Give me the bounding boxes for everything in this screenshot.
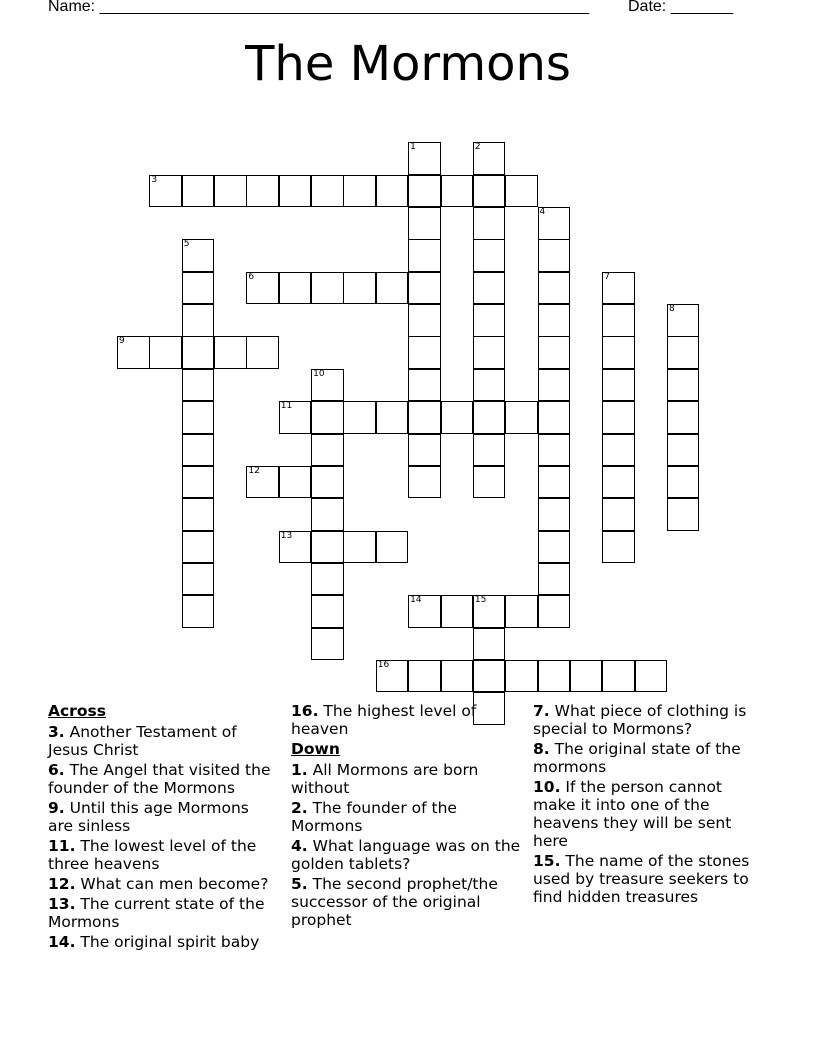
grid-cell[interactable] — [182, 531, 215, 564]
clue — [291, 761, 526, 797]
grid-cell[interactable] — [473, 369, 506, 402]
clue-number: 2 — [474, 142, 481, 153]
grid-cell[interactable] — [667, 434, 700, 467]
grid-cell[interactable] — [602, 660, 635, 693]
grid-cell[interactable] — [538, 434, 571, 467]
grid-cell[interactable] — [376, 401, 409, 434]
grid-cell[interactable] — [602, 304, 635, 337]
grid-cell[interactable] — [311, 595, 344, 628]
clue-text: The Angel that visited the founder of the Mormons — [48, 761, 271, 797]
grid-cell[interactable] — [117, 336, 150, 369]
grid-cell[interactable] — [408, 466, 441, 499]
grid-cell[interactable] — [441, 595, 474, 628]
grid-cell[interactable] — [182, 563, 215, 596]
grid-cell[interactable] — [343, 401, 376, 434]
clue-text: The highest level of heaven — [291, 702, 477, 738]
grid-cell[interactable] — [667, 304, 700, 337]
grid-cell[interactable] — [602, 401, 635, 434]
grid-cell[interactable] — [343, 175, 376, 208]
grid-cell[interactable] — [505, 175, 538, 208]
grid-cell[interactable] — [408, 595, 441, 628]
grid-cell[interactable] — [311, 369, 344, 402]
clue — [48, 875, 278, 893]
grid-cell[interactable] — [182, 175, 215, 208]
clue-text: What piece of clothing is special to Mormons? — [533, 702, 747, 738]
clue-num: 15. — [533, 852, 561, 870]
clue — [533, 702, 763, 738]
clue-text: Another Testament of Jesus Christ — [48, 723, 237, 759]
grid-cell[interactable] — [538, 595, 571, 628]
clue-number: 14 — [410, 595, 422, 606]
clue-number: 3 — [151, 174, 158, 185]
grid-cell[interactable] — [246, 466, 279, 499]
clue-text: If the person cannot make it into one of the heavens they will be sent here — [533, 778, 732, 850]
grid-cell[interactable] — [182, 336, 215, 369]
grid-cell[interactable] — [311, 563, 344, 596]
grid-cell[interactable] — [182, 434, 215, 467]
grid-cell[interactable] — [279, 466, 312, 499]
grid-cell[interactable] — [408, 401, 441, 434]
grid-cell[interactable] — [182, 401, 215, 434]
grid-cell[interactable] — [182, 466, 215, 499]
grid-cell[interactable] — [182, 272, 215, 305]
clue-num: 9. — [48, 799, 65, 817]
grid-cell[interactable] — [473, 175, 506, 208]
grid-cell[interactable] — [441, 175, 474, 208]
grid-cell[interactable] — [538, 336, 571, 369]
clue — [48, 799, 278, 835]
clue-num: 7. — [533, 702, 550, 720]
clue-number: 15 — [474, 595, 487, 606]
grid-cell[interactable] — [473, 466, 506, 499]
grid-cell[interactable] — [214, 336, 247, 369]
grid-cell[interactable] — [473, 272, 506, 305]
clue-number: 6 — [248, 271, 255, 282]
grid-cell[interactable] — [408, 369, 441, 402]
grid-cell[interactable] — [441, 401, 474, 434]
grid-cell[interactable] — [473, 336, 506, 369]
clues-column-2 — [291, 702, 526, 931]
date-field-label: Date: _______ — [628, 0, 733, 15]
clue — [48, 895, 278, 931]
grid-cell[interactable] — [602, 434, 635, 467]
clue-number: 5 — [183, 239, 190, 250]
grid-cell[interactable] — [473, 142, 506, 175]
grid-cell[interactable] — [343, 272, 376, 305]
clue — [533, 740, 763, 776]
grid-cell[interactable] — [602, 531, 635, 564]
grid-cell[interactable] — [182, 369, 215, 402]
grid-cell[interactable] — [538, 466, 571, 499]
grid-cell[interactable] — [473, 401, 506, 434]
grid-cell[interactable] — [182, 498, 215, 531]
clue-num: 11. — [48, 837, 76, 855]
name-field-label: Name: _______________________________________________________ — [48, 0, 589, 15]
grid-cell[interactable] — [473, 304, 506, 337]
grid-cell[interactable] — [408, 142, 441, 175]
clue-number: 12 — [248, 465, 260, 476]
grid-cell[interactable] — [408, 207, 441, 240]
grid-cell[interactable] — [473, 595, 506, 628]
grid-cell[interactable] — [538, 207, 571, 240]
down-clue-list — [291, 761, 526, 929]
clue-text: What can men become? — [75, 875, 269, 893]
grid-cell[interactable] — [311, 401, 344, 434]
grid-cell[interactable] — [667, 369, 700, 402]
clue-num: 14. — [48, 933, 76, 951]
grid-cell[interactable] — [311, 531, 344, 564]
grid-cell[interactable] — [473, 434, 506, 467]
grid-cell[interactable] — [279, 272, 312, 305]
clue-text: The original state of the mormons — [533, 740, 741, 776]
clue — [291, 702, 526, 738]
clue-text: The founder of the Mormons — [291, 799, 457, 835]
grid-cell[interactable] — [602, 498, 635, 531]
clue-num: 1. — [291, 761, 308, 779]
grid-cell[interactable] — [408, 336, 441, 369]
grid-cell[interactable] — [473, 207, 506, 240]
clue-text: The name of the stones used by treasure seekers to find hidden treasures — [533, 852, 750, 906]
grid-cell[interactable] — [214, 175, 247, 208]
grid-cell[interactable] — [408, 660, 441, 693]
grid-cell[interactable] — [505, 660, 538, 693]
clue — [48, 761, 278, 797]
grid-cell[interactable] — [667, 401, 700, 434]
grid-cell[interactable] — [182, 304, 215, 337]
grid-cell[interactable] — [279, 531, 312, 564]
clue-num: 12. — [48, 875, 76, 893]
clue — [533, 852, 763, 906]
grid-cell[interactable] — [376, 175, 409, 208]
grid-cell[interactable] — [311, 434, 344, 467]
clue-num: 10. — [533, 778, 561, 796]
grid-cell[interactable] — [602, 272, 635, 305]
clue — [48, 723, 278, 759]
grid-cell[interactable] — [538, 369, 571, 402]
grid-cell[interactable] — [376, 660, 409, 693]
clue-number: 16 — [377, 659, 390, 670]
grid-cell[interactable] — [473, 628, 506, 661]
clue — [291, 799, 526, 835]
grid-cell[interactable] — [473, 660, 506, 693]
clue-num: 13. — [48, 895, 76, 913]
page-title: The Mormons — [245, 36, 571, 92]
grid-cell[interactable] — [376, 531, 409, 564]
clue-number: 9 — [119, 336, 125, 347]
clue-number: 1 — [410, 142, 416, 153]
grid-cell[interactable] — [279, 175, 312, 208]
clue-text: All Mormons are born without — [291, 761, 479, 797]
clue-text: The original spirit baby — [75, 933, 260, 951]
grid-cell[interactable] — [635, 660, 668, 693]
grid-cell[interactable] — [538, 531, 571, 564]
clues-column-1 — [48, 702, 278, 953]
grid-cell[interactable] — [149, 336, 182, 369]
clue — [291, 837, 526, 873]
grid-cell[interactable] — [538, 401, 571, 434]
grid-cell[interactable] — [667, 466, 700, 499]
grid-cell[interactable] — [667, 336, 700, 369]
grid-cell[interactable] — [246, 272, 279, 305]
grid-cell[interactable] — [441, 660, 474, 693]
grid-cell[interactable] — [570, 660, 603, 693]
grid-cell[interactable] — [538, 660, 571, 693]
clue-number: 7 — [604, 271, 610, 282]
grid-cell[interactable] — [473, 239, 506, 272]
grid-cell[interactable] — [602, 369, 635, 402]
grid-cell[interactable] — [311, 175, 344, 208]
clue — [48, 933, 278, 951]
grid-cell[interactable] — [602, 466, 635, 499]
grid-cell[interactable] — [182, 595, 215, 628]
down-heading: Down — [291, 740, 340, 758]
clue-text: Until this age Mormons are sinless — [48, 799, 249, 835]
grid-cell[interactable] — [311, 272, 344, 305]
clue — [48, 837, 278, 873]
clue-text: The current state of the Mormons — [48, 895, 265, 931]
grid-cell[interactable] — [505, 401, 538, 434]
clue-num: 5. — [291, 875, 308, 893]
clue-number: 13 — [280, 530, 293, 541]
grid-cell[interactable] — [538, 272, 571, 305]
clues-column-3 — [533, 702, 763, 908]
clue-num: 4. — [291, 837, 308, 855]
grid-cell[interactable] — [408, 304, 441, 337]
grid-cell[interactable] — [376, 272, 409, 305]
clue — [291, 875, 526, 929]
grid-cell[interactable] — [602, 336, 635, 369]
grid-cell[interactable] — [246, 336, 279, 369]
across-clue-list-continued — [291, 702, 526, 738]
grid-cell[interactable] — [538, 239, 571, 272]
grid-cell[interactable] — [538, 498, 571, 531]
grid-cell[interactable] — [182, 239, 215, 272]
clue-number: 10 — [313, 368, 325, 379]
across-clue-list — [48, 723, 278, 951]
grid-cell[interactable] — [149, 175, 182, 208]
clue-number: 11 — [280, 401, 293, 412]
clue-num: 6. — [48, 761, 65, 779]
grid-cell[interactable] — [538, 304, 571, 337]
clue-number: 8 — [668, 304, 675, 315]
grid-cell[interactable] — [311, 498, 344, 531]
clue-num: 16. — [291, 702, 319, 720]
clue-text: What language was on the golden tablets? — [291, 837, 521, 873]
grid-cell[interactable] — [311, 628, 344, 661]
clue-num: 3. — [48, 723, 65, 741]
grid-cell[interactable] — [343, 531, 376, 564]
across-heading: Across — [48, 702, 106, 720]
grid-cell[interactable] — [408, 239, 441, 272]
grid-cell[interactable] — [505, 595, 538, 628]
clue — [533, 778, 763, 850]
clue-text: The second prophet/the successor of the original prophet — [291, 875, 498, 929]
grid-cell[interactable] — [667, 498, 700, 531]
grid-cell[interactable] — [408, 434, 441, 467]
clue-text: The lowest level of the three heavens — [48, 837, 257, 873]
grid-cell[interactable] — [246, 175, 279, 208]
clue-num: 8. — [533, 740, 550, 758]
grid-cell[interactable] — [408, 175, 441, 208]
grid-cell[interactable] — [279, 401, 312, 434]
clue-number: 4 — [539, 207, 546, 218]
down-clue-list-continued — [533, 702, 763, 906]
clue-num: 2. — [291, 799, 308, 817]
grid-cell[interactable] — [408, 272, 441, 305]
grid-cell[interactable] — [311, 466, 344, 499]
grid-cell[interactable] — [538, 563, 571, 596]
